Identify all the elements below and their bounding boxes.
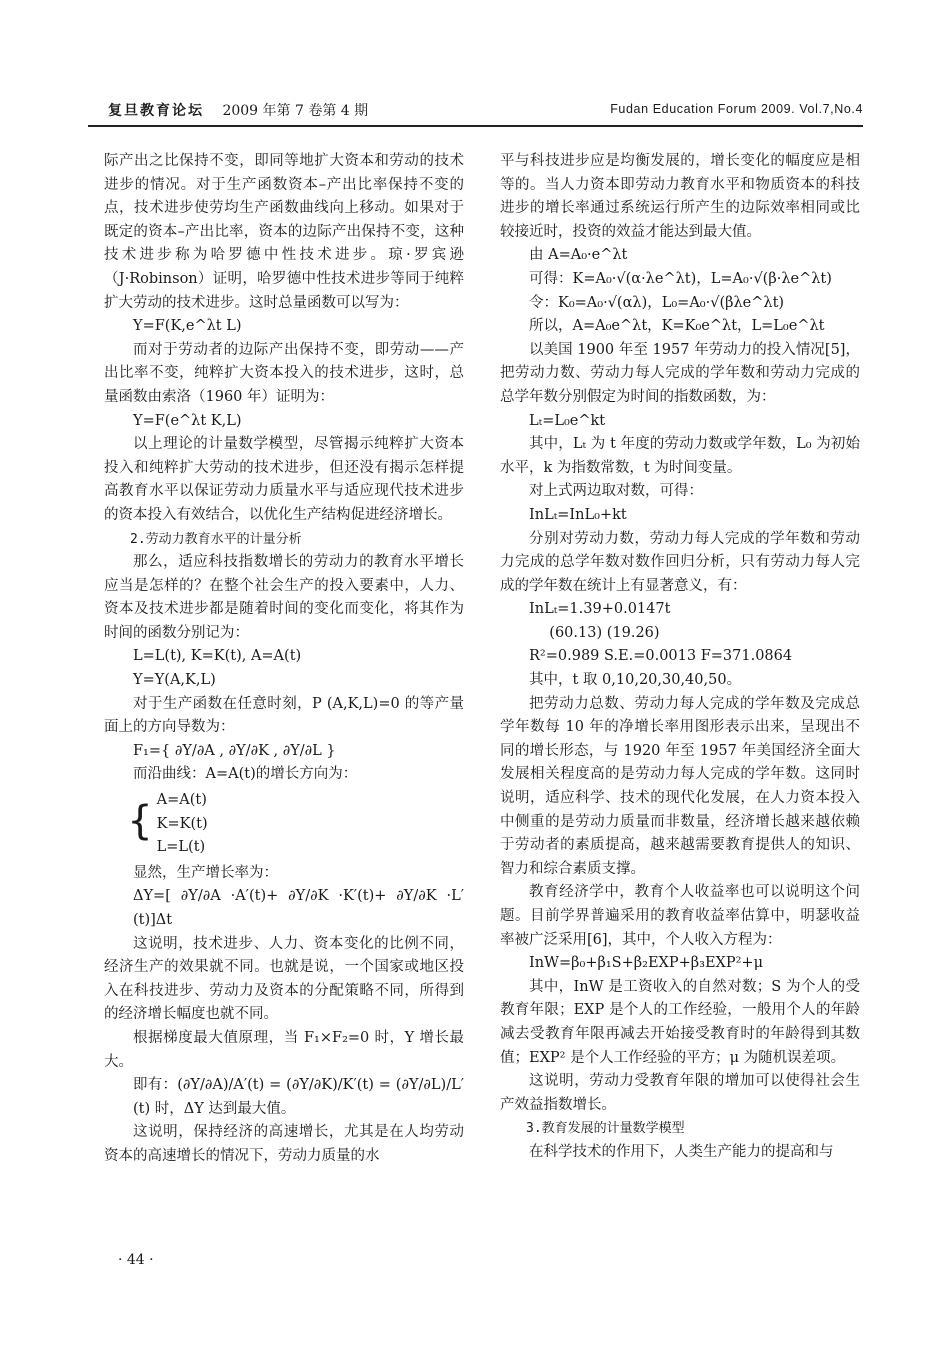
paragraph: 这说明，劳动力受教育年限的增加可以使得社会生产效益指数增长。 [500, 1073, 860, 1113]
equation: 令：K₀=A₀·√(αλ)，L₀=A₀·√(βλe^λt) [529, 294, 785, 311]
left-column [104, 150, 464, 1169]
equation: 由 A=A₀·e^λt [529, 247, 628, 264]
paragraph: 其中，InW 是工资收入的自然对数；S 为个人的受教育年限；EXP 是个人的工作经验，一般用个人的年龄减去受教育年限再减去开始接受教育时的年龄得到其数值；EXP² 是个人工作经验的平方；μ 为随机误差项。 [500, 978, 860, 1066]
equation: Y=Y(A,K,L) [133, 672, 216, 689]
equation: Lₜ=L₀e^kt [529, 412, 606, 429]
equation: InLₜ=InL₀+kt [529, 506, 627, 523]
equation: ΔY=[ ∂Y/∂A ·A′(t)+ ∂Y/∂K ·K′(t)+ ∂Y/∂K ·L′(t)]Δt [133, 888, 464, 928]
paragraph: 对于生产函数在任意时刻，P (A,K,L)=0 的等产量面上的方向导数为： [104, 695, 464, 736]
equation: L=L(t), K=K(t), A=A(t) [133, 648, 302, 665]
equation: 而沿曲线：A=A(t)的增长方向为： [133, 766, 358, 783]
right-column [500, 150, 860, 1165]
issue-cn: 2009 年第 7 卷第 4 期 [222, 103, 369, 119]
equation: Y=F(K,e^λt L) [133, 318, 242, 335]
equation: 所以，A=A₀e^λt，K=K₀e^λt，L=L₀e^λt [529, 318, 825, 335]
paragraph: 把劳动力总数、劳动力每人完成的学年数及完成总学年数每 10 年的净增长率用图形表示出来，呈现出不同的增长形态，与 1920 年至 1957 年美国经济全面大发展相关程度高的是劳动力每人完成的学年数。这同时说明，适应科学、技术的现代化发展，在人力资本投入中侧重的是劳动力质量而非数量，经济增长越来越依赖于劳动者的素质提高，越来越需要教育提供人的知识、智力和综合素质支撑。 [500, 695, 860, 877]
equation-system [104, 789, 464, 860]
paragraph: 其中，t 取 0,10,20,30,40,50。 [529, 672, 742, 689]
paragraph: 那么，适应科技指数增长的劳动力的教育水平增长应当是怎样的？在整个社会生产的投入要素中，人力、资本及技术进步都是随着时间的变化而变化，将其作为时间的函数分别记为： [104, 554, 464, 641]
paragraph: 以上理论的计量数学模型，尽管揭示纯粹扩大资本投入和纯粹扩大劳动的技术进步，但还没有揭示怎样提高教育水平以保证劳动力质量水平与适应现代技术进步的资本投入有效结合，以优化生产结构促进经济增长。 [104, 436, 464, 523]
brace-glyph: { [127, 798, 153, 845]
paragraph: 以美国 1900 年至 1957 年劳动力的投入情况[5]，把劳动力数、劳动力每人完成的学年数和劳动力完成的总学年数分别假定为时间的指数函数，为： [500, 341, 860, 405]
page-number: · 44 · [118, 1252, 154, 1268]
paragraph: 际产出之比保持不变，即同等地扩大资本和劳动的技术进步的情况。对于生产函数资本–产出比率保持不变的点，技术进步使劳均生产函数曲线向上移动。如果对于既定的资本–产出比率，资本的边际产出保持不变，这种技术进步称为哈罗德中性技术进步。琼·罗宾逊（J·Robinson）证明，哈罗德中性技术进步等同于纯粹扩大劳动的技术进步。这时总量函数可以写为： [104, 153, 464, 311]
journal-name: 复旦教育论坛 [108, 103, 204, 119]
paragraph: 分别对劳动力数，劳动力每人完成的学年数和劳动力完成的总学年数对数作回归分析，只有劳动力每人完成的学年数在统计上有显著意义，有： [500, 530, 860, 594]
paragraph: 其中，Lₜ 为 t 年度的劳动力数或学年数，L₀ 为初始水平，k 为指数常数，t 为时间变量。 [500, 436, 860, 476]
paragraph: 这说明，技术进步、人力、资本变化的比例不同，经济生产的效果就不同。也就是说，一个国家或地区投入在科技进步、劳动力及资本的分配策略不同，所得到的经济增长幅度也就不同。 [104, 935, 464, 1023]
paragraph: 根据梯度最大值原理，当 F₁×F₂=0 时，Y 增长最大。 [104, 1029, 464, 1070]
paragraph: 对上式两边取对数，可得： [529, 483, 703, 500]
header-left [108, 100, 368, 120]
equation: 即有：(∂Y/∂A)/A′(t) = (∂Y/∂K)/K′(t) = (∂Y/∂L)/L′(t) 时，ΔY 达到最大值。 [133, 1077, 464, 1117]
paragraph: 在科学技术的作用下，人类生产能力的提高和与 [529, 1143, 834, 1160]
equation-line: L=L(t) [156, 839, 206, 856]
equation: R²=0.989 S.E.=0.0013 F=371.0864 [529, 648, 793, 665]
equation-line: A=A(t) [156, 792, 207, 809]
equation-line: K=K(t) [156, 815, 208, 832]
equation: 可得：K=A₀·√(α·λe^λt)，L=A₀·√(β·λe^λt) [529, 270, 832, 287]
equation: InLₜ=1.39+0.0147t [529, 601, 671, 618]
issue-en: Fudan Education Forum 2009. Vol.7,No.4 [610, 102, 863, 116]
paragraph: 这说明，保持经济的高速增长，尤其是在人均劳动资本的高速增长的情况下，劳动力质量的水 [104, 1124, 464, 1164]
section-heading: 2.劳动力教育水平的计量分析 [130, 531, 302, 547]
equation: 显然，生产增长率为： [133, 864, 278, 881]
paragraph: 而对于劳动者的边际产出保持不变，即劳动——产出比率不变，纯粹扩大资本投入的技术进步，这时，总量函数由索洛（1960 年）证明为： [104, 341, 464, 405]
section-heading: 3.教育发展的计量数学模型 [526, 1121, 685, 1137]
running-header [88, 100, 863, 130]
equation: InW=β₀+β₁S+β₂EXP+β₃EXP²+μ [529, 955, 763, 972]
equation: F₁={ ∂Y/∂A , ∂Y/∂K , ∂Y/∂L } [133, 742, 336, 759]
paragraph: 教育经济学中，教育个人收益率也可以说明这个问题。目前学界普遍采用的教育收益率估算中，明瑟收益率被广泛采用[6]，其中，个人收入方程为： [500, 884, 860, 948]
equation: (60.13) (19.26) [549, 624, 660, 641]
equation: Y=F(e^λt K,L) [133, 412, 242, 429]
paragraph: 平与科技进步应是均衡发展的，增长变化的幅度应是相等的。当人力资本即劳动力教育水平和物质资本的科技进步的增长率通过系统运行所产生的边际效率相同或比较接近时，投资的效益才能达到最大值。 [500, 153, 860, 240]
header-rule [88, 125, 863, 127]
